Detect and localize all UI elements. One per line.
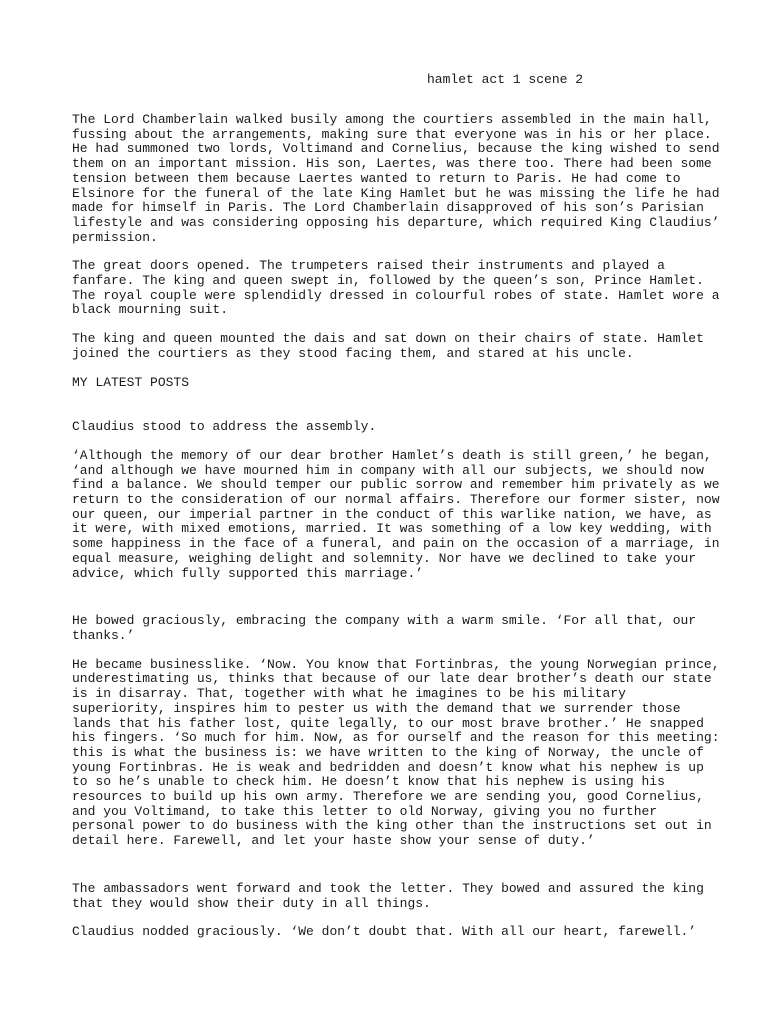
paragraph-bowed: He bowed graciously, embracing the company with a warm smile. ‘For all that, our thanks.’ (72, 613, 697, 643)
paragraph-dais: The king and queen mounted the dais and sat down on their chairs of state. Hamlet joined the courtiers as they stood facing them, and stared at his uncle. (72, 331, 704, 361)
paragraph-chamberlain: The Lord Chamberlain walked busily among the courtiers assembled in the main hall, fussing about the arrangements, making sure that everyone was in his or her place. He had summoned two lords, Voltimand and Cornelius, because the king wished to send them on an important mission. His son, Laertes, was there too. There had been some tension between them because Laertes wanted to return to Paris. He had come to Elsinore for the funeral of the late King Hamlet but he was missing the life he had made for himself in Paris. The Lord Chamberlain disapproved of his son’s Parisian lifestyle and was considering opposing his departure, which required King Claudius’ permission. (72, 112, 720, 245)
paragraph-claudius-speech: ‘Although the memory of our dear brother Hamlet’s death is still green,’ he began, ‘and although we have mourned him in company with all our subjects, we should now find a balance. We should temper our public sorrow and remember him privately as we return to the consideration of our normal affairs. Therefore our former sister, now our queen, our imperial partner in the conduct of this warlike nation, we have, as it were, with mixed emotions, married. It was something of a low key wedding, with some happiness in the face of a funeral, and pain on the occasion of a marriage, in equal measure, weighing delight and solemnity. Nor have we declined to take your advice, which fully supported this marriage.’ (72, 447, 720, 581)
paragraph-great-doors: The great doors opened. The trumpeters raised their instruments and played a fanfare. The king and queen swept in, followed by the queen’s son, Prince Hamlet. The royal couple were splendidly dressed in colourful robes of state. Hamlet wore a black mourning suit. (72, 258, 720, 318)
latest-posts-link[interactable]: MY LATEST POSTS (72, 374, 190, 390)
paragraph-ambassadors: The ambassadors went forward and took the letter. They bowed and assured the king that they would show their duty in all things. (72, 880, 704, 911)
paragraph-businesslike: He became businesslike. ‘Now. You know that Fortinbras, the young Norwegian prince, underestimating us, thinks that because of our late dear brother’s death our state is in disarray. That, together with what he imagines to be his military superiority, inspires him to pester us with the demand that we surrender those lands that his father lost, quite legally, to our most brave brother.’ He snapped his fingers. ‘So much for him. Now, as for ourself and the reason for this meeting: this is what the business is: we have written to the king of Norway, the uncle of young Fortinbras. He is weak and bedridden and doesn’t know what his nephew is up to so he’s unable to check him. He doesn’t know that his nephew is using his resources to build up his own army. Therefore we are sending you, good Cornelius, and you Voltimand, to take this letter to old Norway, giving you no further personal power to do business with the king other than the instructions set out in detail here. Farewell, and let your haste show your sense of duty.’ (72, 656, 720, 849)
document-page (72, 72, 720, 954)
document-title: hamlet act 1 scene 2 (427, 72, 584, 87)
paragraph-farewell: Claudius nodded graciously. ‘We don’t doubt that. With all our heart, farewell.’ (72, 924, 697, 940)
paragraph-claudius-stood: Claudius stood to address the assembly. (72, 419, 377, 435)
